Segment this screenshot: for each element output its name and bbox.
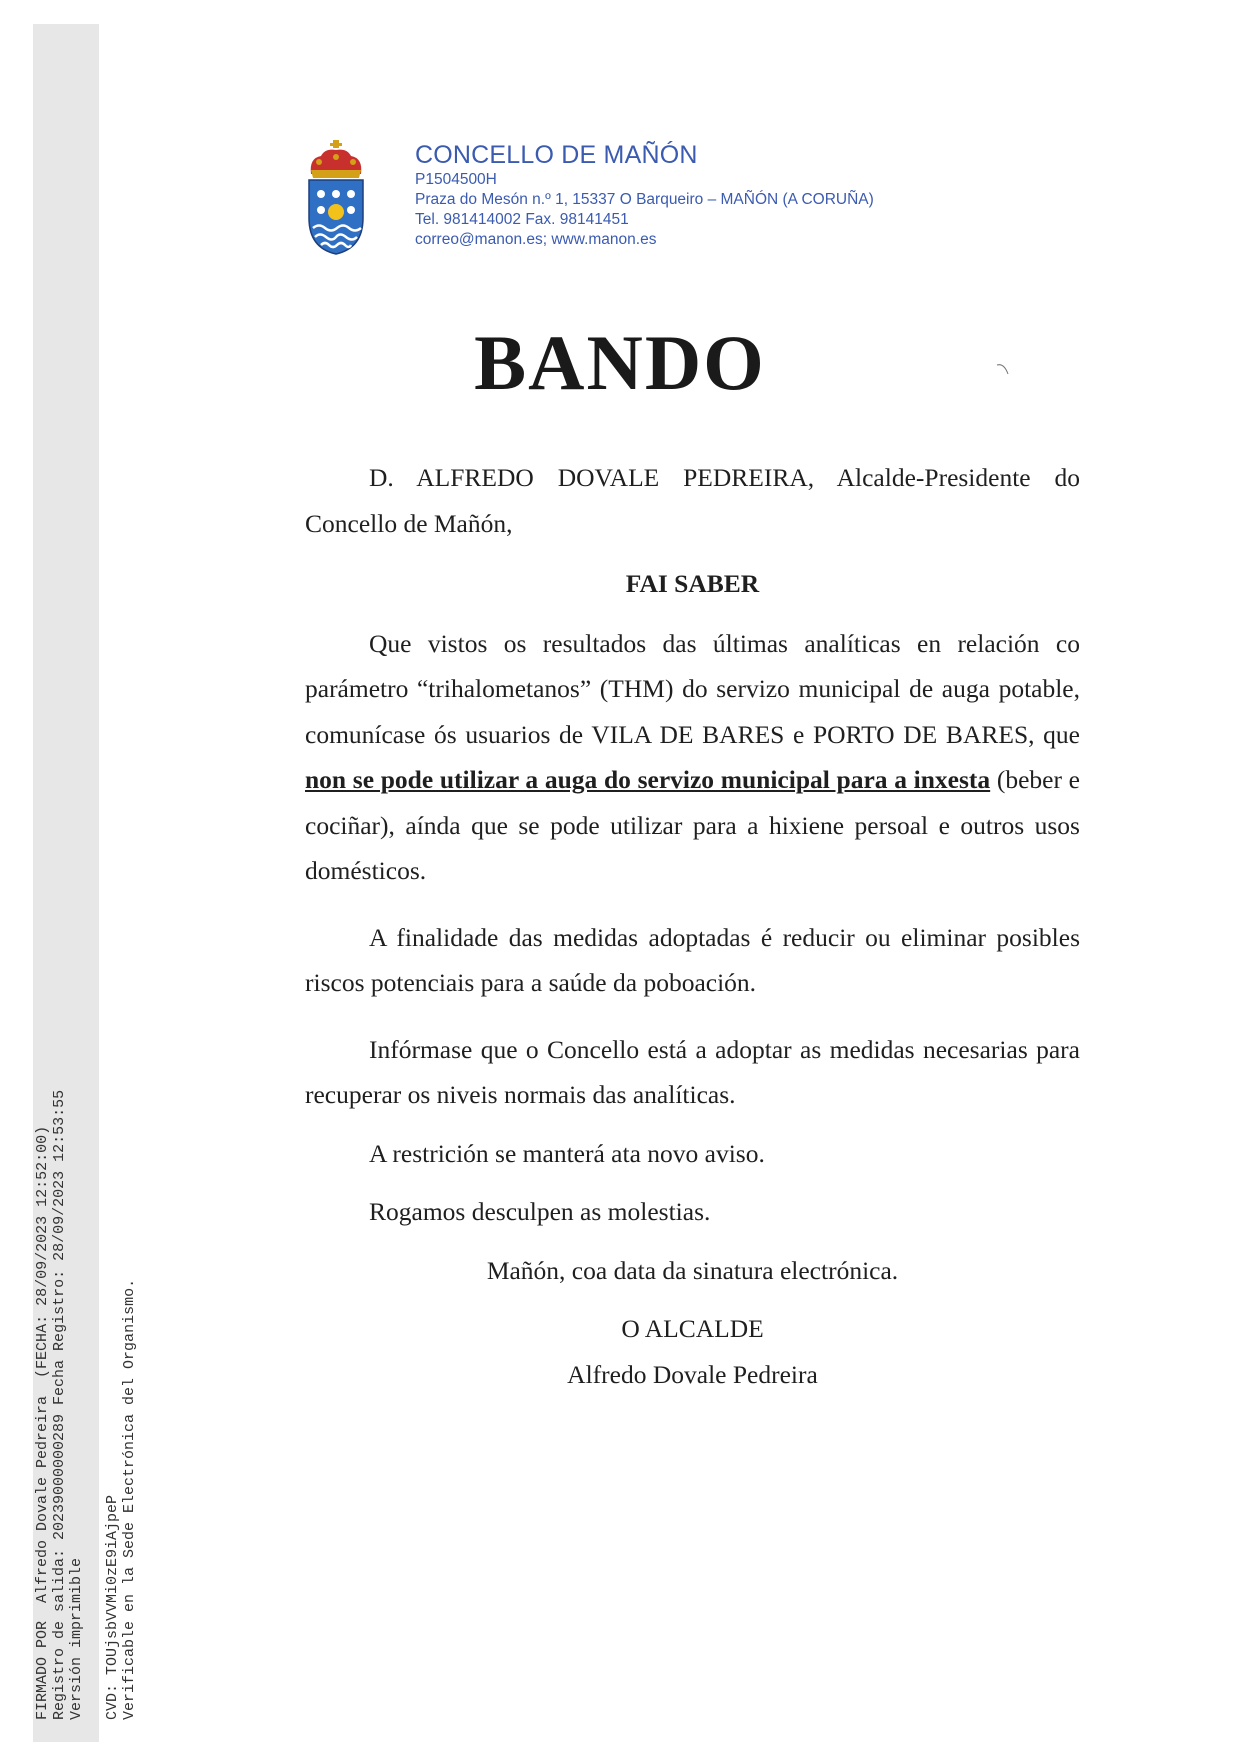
signer-title: O ALCALDE xyxy=(621,1314,764,1343)
main-paragraph-text: Que vistos os resultados das últimas analíticas en relación co parámetro “trihalometanos” (THM) do servizo municipal de auga potable, comunícase ós usuarios de VILA DE BARES e PORTO DE BARES, que xyxy=(305,628,1080,749)
main-paragraph-text-end: (beber e cociñar), aínda que se pode utilizar para a hixiene persoal e outros usos domésticos. xyxy=(305,765,1080,885)
org-name: CONCELLO DE MAÑÓN xyxy=(415,141,698,169)
restriction-notice: A restrición se manterá ata novo aviso. xyxy=(369,1138,765,1168)
purpose-paragraph: A finalidade das medidas adoptadas é reducir ou eliminar posibles riscos potenciais para a saúde da poboación. xyxy=(305,922,1080,997)
cvd-code: CVD: TOUjsbVVMi0zE9iAjpeP xyxy=(104,1494,121,1720)
signature-info-line-2: Registro de salida: 20239000000289 Fecha Registro: 28/09/2023 12:53:55 xyxy=(51,1089,68,1720)
org-contact: correo@manon.es; www.manon.es xyxy=(415,231,657,248)
main-paragraph xyxy=(305,621,1080,894)
intro-paragraph: D. ALFREDO DOVALE PEDREIRA, Alcalde-Presidente do Concello de Mañón, xyxy=(305,463,1080,538)
verification-note: Verificable en la Sede Electrónica del Organismo. xyxy=(121,1278,138,1720)
signature-info-line-3: Versión imprimible xyxy=(68,1557,85,1720)
document-title: BANDO xyxy=(474,319,766,406)
place-date-line: Mañón, coa data da sinatura electrónica. xyxy=(486,1255,899,1285)
restriction-emphasis: non se pode utilizar a auga do servizo municipal para a inxesta xyxy=(305,765,991,794)
fai-saber-heading: FAI SABER xyxy=(625,569,760,598)
signature-info-line-1: FIRMADO POR Alfredo Dovale Pedreira (FECHA: 28/09/2023 12:52:00) xyxy=(34,1125,51,1720)
coat-of-arms-icon xyxy=(305,140,367,256)
signer-name: Alfredo Dovale Pedreira xyxy=(567,1359,818,1389)
apology-line: Rogamos desculpen as molestias. xyxy=(369,1197,711,1226)
document-body xyxy=(305,455,1080,1397)
measures-paragraph: Infórmase que o Concello está a adoptar as medidas necesarias para recuperar os niveis normais das analíticas. xyxy=(305,1034,1080,1109)
org-code: P1504500H xyxy=(415,171,497,188)
org-address: Praza do Mesón n.º 1, 15337 O Barqueiro – MAÑÓN (A CORUÑA) xyxy=(415,191,874,208)
stray-mark-icon xyxy=(996,362,1010,376)
org-phone: Tel. 981414002 Fax. 98141451 xyxy=(415,211,629,228)
